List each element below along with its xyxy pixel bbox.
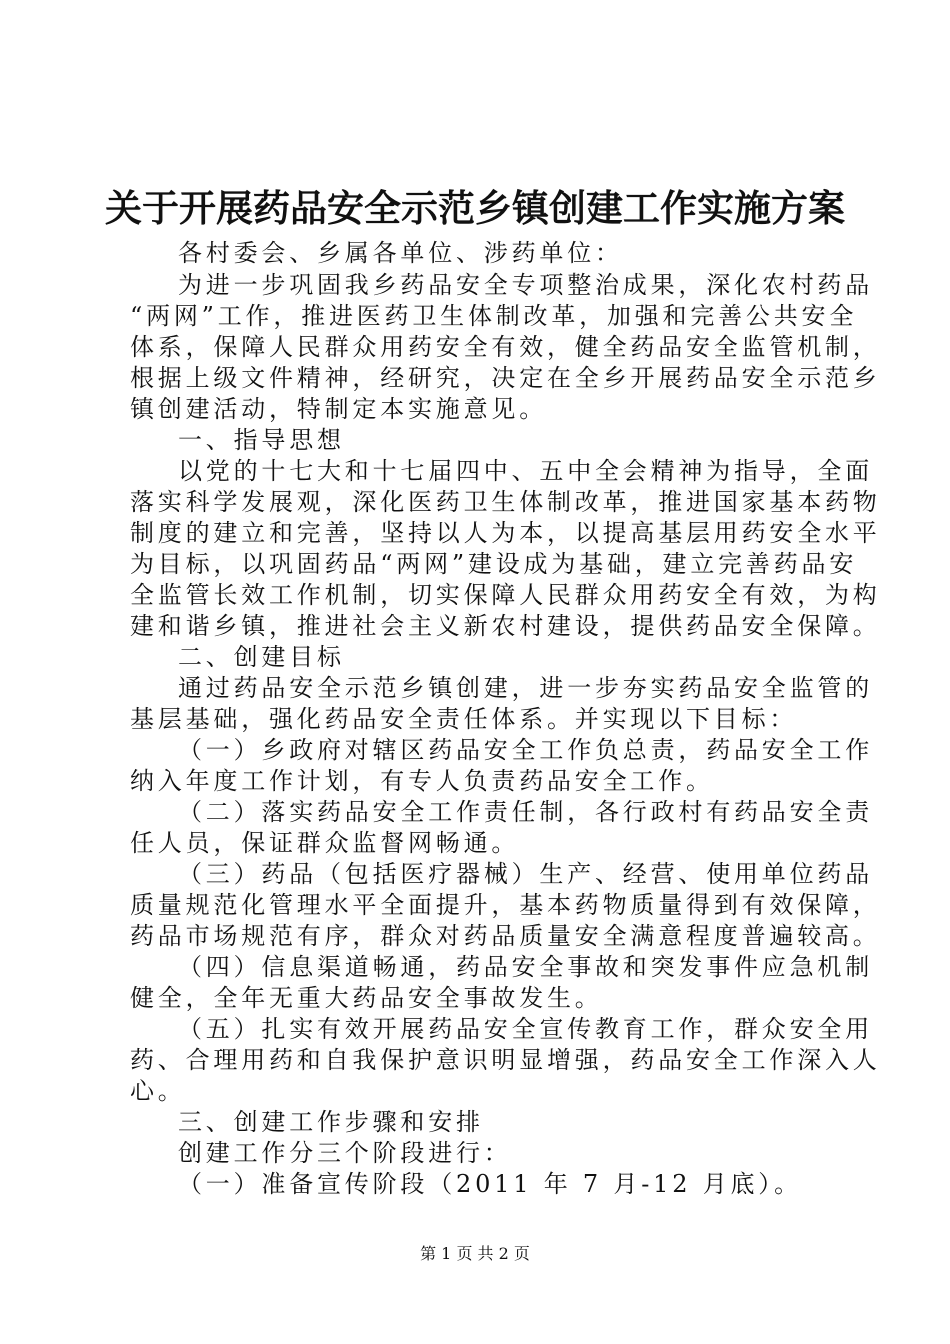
paragraph-line: 制度的建立和完善，坚持以人为本，以提高基层用药安全水平 (130, 519, 881, 547)
paragraph-line: 根据上级文件精神，经研究，决定在全乡开展药品安全示范乡 (130, 364, 881, 392)
list-item-line: （五）扎实有效开展药品安全宣传教育工作，群众安全用 (178, 1015, 873, 1043)
list-item-line: （四）信息渠道畅通，药品安全事故和突发事件应急机制 (178, 953, 873, 981)
list-item-line: （一）乡政府对辖区药品安全工作负总责，药品安全工作 (178, 736, 873, 764)
paragraph-line: 建和谐乡镇，推进社会主义新农村建设，提供药品安全保障。 (130, 612, 881, 640)
paragraph-line: 通过药品安全示范乡镇创建，进一步夯实药品安全监管的 (178, 674, 873, 702)
list-item-line: （二）落实药品安全工作责任制，各行政村有药品安全责 (178, 798, 873, 826)
list-item-line: 纳入年度工作计划，有专人负责药品安全工作。 (130, 767, 714, 795)
section-heading: 三、创建工作步骤和安排 (178, 1108, 484, 1136)
list-item-line: （三）药品（包括医疗器械）生产、经营、使用单位药品 (178, 860, 873, 888)
paragraph-line: 体系，保障人民群众用药安全有效，健全药品安全监管机制， (130, 333, 881, 361)
paragraph-line: 为目标，以巩固药品“两网”建设成为基础，建立完善药品安 (130, 550, 858, 578)
document-title: 关于开展药品安全示范乡镇创建工作实施方案 (105, 187, 845, 230)
list-item-line: 健全，全年无重大药品安全事故发生。 (130, 984, 603, 1012)
page-number-footer: 第 1 页 共 2 页 (420, 1244, 530, 1263)
list-item-line: （一）准备宣传阶段（2011 年 7 月-12 月底）。 (178, 1170, 802, 1198)
paragraph-line: 镇创建活动，特制定本实施意见。 (130, 395, 547, 423)
list-item-line: 质量规范化管理水平全面提升，基本药物质量得到有效保障， (130, 891, 881, 919)
salutation: 各村委会、乡属各单位、涉药单位： (178, 239, 623, 267)
list-item-line: 药品市场规范有序，群众对药品质量安全满意程度普遍较高。 (130, 922, 881, 950)
paragraph-line: 全监管长效工作机制，切实保障人民群众用药安全有效，为构 (130, 581, 881, 609)
list-item-line: 任人员，保证群众监督网畅通。 (130, 829, 520, 857)
paragraph-line: 创建工作分三个阶段进行： (178, 1139, 512, 1167)
paragraph-line: “两网”工作，推进医药卫生体制改革，加强和完善公共安全 (130, 302, 858, 330)
list-item-line: 药、合理用药和自我保护意识明显增强，药品安全工作深入人 (130, 1046, 881, 1074)
paragraph-line: 落实科学发展观，深化医药卫生体制改革，推进国家基本药物 (130, 488, 881, 516)
section-heading: 二、创建目标 (178, 643, 345, 671)
section-heading: 一、指导思想 (178, 426, 345, 454)
paragraph-line: 为进一步巩固我乡药品安全专项整治成果，深化农村药品 (178, 271, 873, 299)
paragraph-line: 以党的十七大和十七届四中、五中全会精神为指导，全面 (178, 457, 873, 485)
list-item-line: 心。 (130, 1077, 186, 1105)
paragraph-line: 基层基础，强化药品安全责任体系。并实现以下目标： (130, 705, 798, 733)
